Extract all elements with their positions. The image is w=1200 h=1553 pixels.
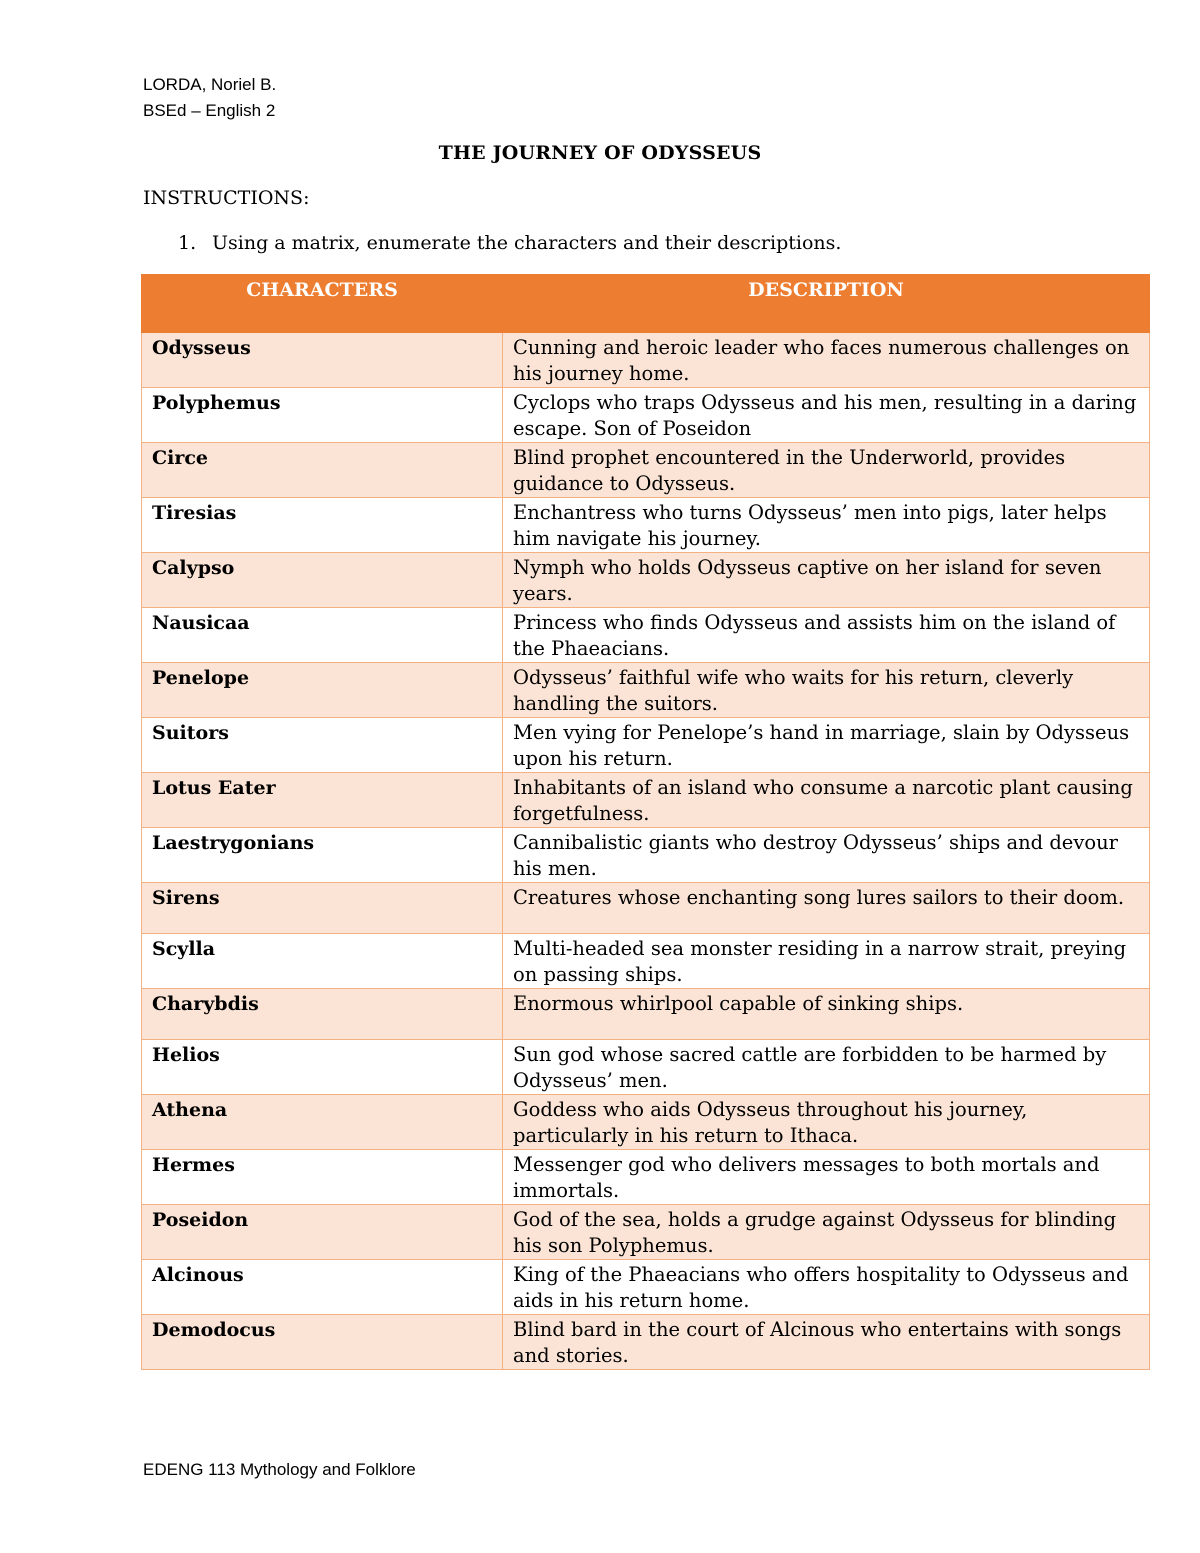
character-description: Multi-headed sea monster residing in a narrow strait, preying on passing ships. [503,934,1150,989]
instruction-number: 1. [178,232,197,254]
character-description: Blind bard in the court of Alcinous who entertains with songs and stories. [503,1315,1150,1370]
character-name: Suitors [142,718,503,773]
character-description: God of the sea, holds a grudge against Odysseus for blinding his son Polyphemus. [503,1205,1150,1260]
header-description: DESCRIPTION [503,275,1150,333]
table-row [142,333,1150,388]
character-description: Men vying for Penelope’s hand in marriage, slain by Odysseus upon his return. [503,718,1150,773]
table-row [142,388,1150,443]
character-name: Circe [142,443,503,498]
table-row [142,443,1150,498]
table-row [142,608,1150,663]
character-description: King of the Phaeacians who offers hospitality to Odysseus and aids in his return home. [503,1260,1150,1315]
table-row [142,828,1150,883]
table-row [142,883,1150,934]
character-name: Penelope [142,663,503,718]
character-description: Goddess who aids Odysseus throughout his journey, particularly in his return to Ithaca. [503,1095,1150,1150]
character-description: Cyclops who traps Odysseus and his men, resulting in a daring escape. Son of Poseidon [503,388,1150,443]
table-row [142,1040,1150,1095]
character-name: Lotus Eater [142,773,503,828]
table-row [142,498,1150,553]
header-characters: CHARACTERS [142,275,503,333]
character-name: Athena [142,1095,503,1150]
table-row [142,1205,1150,1260]
table-row [142,773,1150,828]
character-name: Hermes [142,1150,503,1205]
character-name: Nausicaa [142,608,503,663]
table-row [142,1095,1150,1150]
character-description: Creatures whose enchanting song lures sailors to their doom. [503,883,1150,934]
character-name: Laestrygonians [142,828,503,883]
character-name: Charybdis [142,989,503,1040]
instructions-heading: INSTRUCTIONS: [143,187,310,209]
character-name: Scylla [142,934,503,989]
character-name: Poseidon [142,1205,503,1260]
table-row [142,934,1150,989]
table-row [142,1260,1150,1315]
character-name: Helios [142,1040,503,1095]
table-row [142,1315,1150,1370]
instruction-item [178,232,841,254]
character-description: Enchantress who turns Odysseus’ men into pigs, later helps him navigate his journey. [503,498,1150,553]
character-description: Cunning and heroic leader who faces numerous challenges on his journey home. [503,333,1150,388]
character-description: Inhabitants of an island who consume a narcotic plant causing forgetfulness. [503,773,1150,828]
character-name: Tiresias [142,498,503,553]
document-title: THE JOURNEY OF ODYSSEUS [438,142,762,164]
character-name: Sirens [142,883,503,934]
character-description: Enormous whirlpool capable of sinking ships. [503,989,1150,1040]
page-footer: EDENG 113 Mythology and Folklore [143,1460,416,1479]
character-description: Blind prophet encountered in the Underworld, provides guidance to Odysseus. [503,443,1150,498]
table-row [142,1150,1150,1205]
character-name: Calypso [142,553,503,608]
character-description: Odysseus’ faithful wife who waits for his return, cleverly handling the suitors. [503,663,1150,718]
table-row [142,663,1150,718]
author-name: LORDA, Noriel B. [143,75,277,94]
character-description: Cannibalistic giants who destroy Odysseus’ ships and devour his men. [503,828,1150,883]
table-body [142,333,1150,1370]
character-name: Polyphemus [142,388,503,443]
table-row [142,989,1150,1040]
instruction-text: Using a matrix, enumerate the characters and their descriptions. [212,232,842,254]
character-description: Sun god whose sacred cattle are forbidden to be harmed by Odysseus’ men. [503,1040,1150,1095]
table-row [142,718,1150,773]
table-header-row [142,275,1150,333]
character-name: Alcinous [142,1260,503,1315]
table-row [142,553,1150,608]
character-description: Nymph who holds Odysseus captive on her island for seven years. [503,553,1150,608]
course-label: BSEd – English 2 [143,101,276,120]
character-description: Messenger god who delivers messages to both mortals and immortals. [503,1150,1150,1205]
character-name: Demodocus [142,1315,503,1370]
character-description: Princess who finds Odysseus and assists him on the island of the Phaeacians. [503,608,1150,663]
character-name: Odysseus [142,333,503,388]
character-matrix [141,274,1150,1370]
